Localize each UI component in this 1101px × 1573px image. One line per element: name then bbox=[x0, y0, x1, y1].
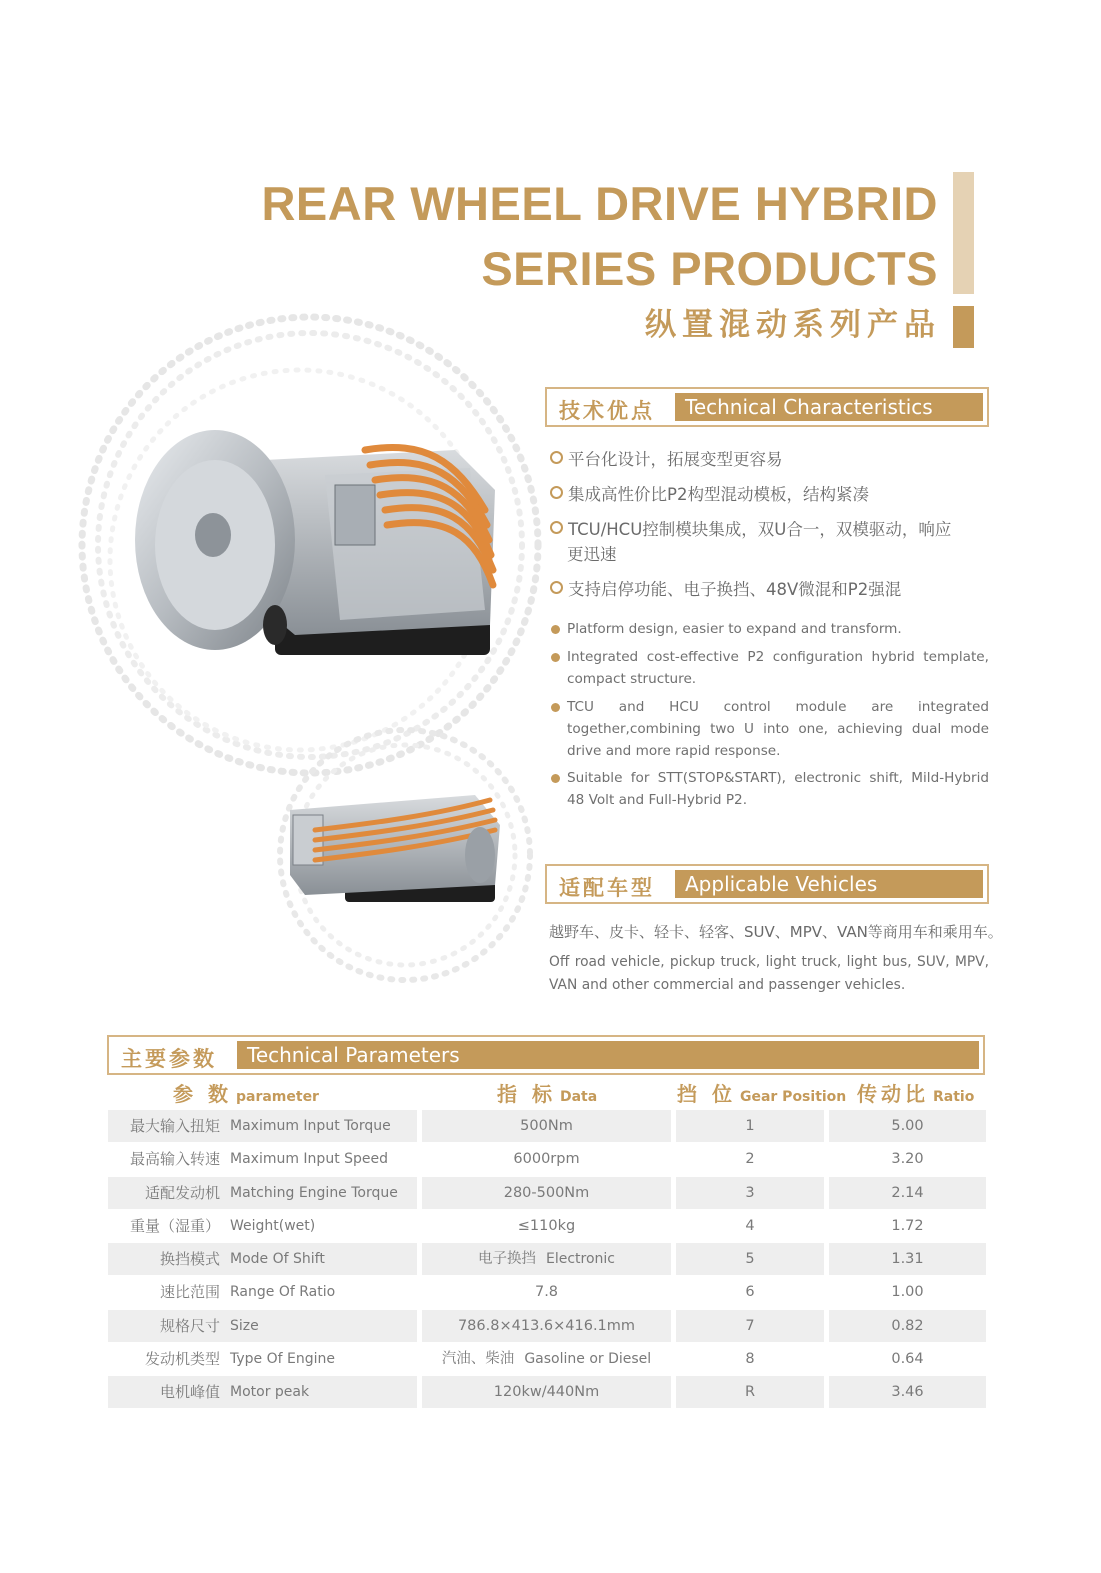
feature-cn-3: TCU/HCU控制模块集成，双U合一，双模驱动，响应 bbox=[550, 516, 951, 540]
data-value: ≤110kg bbox=[517, 1217, 576, 1234]
data-cell bbox=[422, 1177, 671, 1209]
col-header-ratio: 传动比 Ratio bbox=[857, 1082, 975, 1106]
parameter-cell bbox=[108, 1210, 417, 1242]
table-row bbox=[108, 1343, 986, 1375]
dot-bullet-icon bbox=[551, 774, 560, 783]
parameter-cn: 速比范围 bbox=[159, 1283, 220, 1302]
parameter-en: Weight(wet) bbox=[230, 1217, 316, 1234]
ratio-cell: 0.82 bbox=[829, 1310, 986, 1342]
data-cell bbox=[422, 1143, 671, 1175]
col-header-parameter: 参 数 parameter bbox=[173, 1082, 319, 1106]
tech-characteristics-header bbox=[545, 387, 989, 427]
data-cell bbox=[422, 1276, 671, 1308]
ratio-cell: 3.20 bbox=[891, 1151, 924, 1168]
table-row bbox=[108, 1110, 986, 1142]
col-header-data: 指 标 Data bbox=[497, 1082, 598, 1106]
col-header-gear-position: 挡 位 Gear Position bbox=[677, 1082, 847, 1106]
parameter-cell bbox=[108, 1376, 417, 1408]
data-cell bbox=[422, 1376, 671, 1408]
parameter-cn: 换挡模式 bbox=[159, 1250, 220, 1268]
data-value: 7.8 bbox=[534, 1284, 559, 1301]
data-value: 786.8×413.6×416.1mm bbox=[457, 1317, 636, 1334]
data-value: 电子换挡 bbox=[477, 1251, 536, 1267]
parameter-en: Maximum Input Speed bbox=[230, 1151, 389, 1168]
feature-cn-4: 支持启停功能、电子换挡、48V微混和P2强混 bbox=[550, 576, 901, 600]
data-cell bbox=[422, 1243, 671, 1275]
data-cell bbox=[422, 1343, 671, 1375]
parameter-cell bbox=[108, 1143, 417, 1175]
parameter-cell bbox=[108, 1310, 417, 1342]
gear-position-cell: 3 bbox=[676, 1177, 824, 1209]
ring-bullet-icon bbox=[550, 581, 563, 594]
table-row bbox=[108, 1376, 986, 1408]
dot-bullet-icon bbox=[551, 625, 560, 634]
data-cell bbox=[422, 1110, 671, 1142]
ring-bullet-icon bbox=[550, 521, 563, 534]
parameter-cn: 重量（湿重） bbox=[129, 1216, 220, 1235]
ring-bullet-icon bbox=[550, 486, 563, 499]
parameter-cn: 最大输入扭矩 bbox=[129, 1117, 220, 1135]
dot-bullet-icon bbox=[551, 703, 560, 712]
gear-position-cell: 8 bbox=[745, 1350, 755, 1367]
gear-position-cell: 4 bbox=[745, 1217, 755, 1234]
ratio-cell: 1.00 bbox=[891, 1284, 924, 1301]
hybrid-transmission-image bbox=[125, 420, 505, 670]
parameter-cell bbox=[108, 1243, 417, 1275]
applicable-vehicles-cn-text: 越野车、皮卡、轻卡、轻客、SUV、MPV、VAN等商用车和乘用车。 bbox=[549, 923, 1003, 941]
applicable-vehicles-header bbox=[545, 864, 989, 904]
parameter-cn: 适配发动机 bbox=[144, 1183, 220, 1202]
parameter-cell bbox=[108, 1177, 417, 1209]
parameter-en: Mode Of Shift bbox=[230, 1251, 325, 1267]
ratio-cell: 3.46 bbox=[829, 1376, 986, 1408]
ratio-cell: 1.31 bbox=[829, 1243, 986, 1275]
feature-cn-3-cont: 更迅速 bbox=[567, 545, 617, 564]
table-row bbox=[108, 1143, 986, 1175]
ratio-cell: 2.14 bbox=[829, 1177, 986, 1209]
parameter-cell bbox=[108, 1343, 417, 1375]
parameter-cn: 规格尺寸 bbox=[159, 1316, 220, 1335]
gear-position-cell: R bbox=[676, 1376, 824, 1408]
data-sub-value: Gasoline or Diesel bbox=[524, 1350, 652, 1367]
parameter-cell bbox=[108, 1276, 417, 1308]
parameter-en: Maximum Input Torque bbox=[230, 1118, 391, 1134]
table-row bbox=[108, 1243, 986, 1275]
feature-en-1: Platform design, easier to expand and transform. bbox=[551, 618, 989, 640]
ratio-cell: 1.72 bbox=[891, 1217, 924, 1234]
table-row bbox=[108, 1177, 986, 1209]
parameter-cn: 发动机类型 bbox=[144, 1349, 220, 1368]
title-accent-bar-dark bbox=[953, 306, 974, 348]
parameter-en: Size bbox=[230, 1317, 259, 1334]
parameter-cn: 电机峰值 bbox=[159, 1383, 220, 1401]
parameter-en: Type Of Engine bbox=[230, 1350, 335, 1367]
table-row bbox=[108, 1210, 986, 1242]
parameter-en: Range Of Ratio bbox=[230, 1284, 336, 1301]
table-row bbox=[108, 1310, 986, 1342]
gear-position-cell: 6 bbox=[745, 1284, 755, 1301]
data-value: 汽油、柴油 bbox=[441, 1350, 515, 1367]
feature-cn-1: 平台化设计，拓展变型更容易 bbox=[550, 446, 783, 470]
data-value: 500Nm bbox=[520, 1118, 573, 1134]
tech-characteristics-en: Technical Characteristics bbox=[675, 393, 983, 421]
gear-position-cell: 7 bbox=[676, 1310, 824, 1342]
data-sub-value: Electronic bbox=[545, 1251, 615, 1267]
feature-en-4: Suitable for STT(STOP&START), electronic shift, Mild-Hybrid 48 Volt and Full-Hybrid P2. bbox=[551, 767, 989, 811]
feature-cn-2: 集成高性价比P2构型混动模板，结构紧凑 bbox=[550, 481, 869, 505]
parameter-en: Matching Engine Torque bbox=[230, 1184, 398, 1201]
technical-parameters-en: Technical Parameters bbox=[237, 1041, 979, 1069]
page-title-line-2: SERIES PRODUCTS bbox=[481, 242, 938, 295]
data-cell bbox=[422, 1210, 671, 1242]
feature-en-3: TCU and HCU control module are integrated together,combining two U into one, achieving dual mode drive and more rapid response. bbox=[551, 696, 989, 762]
applicable-vehicles-en-text: Off road vehicle, pickup truck, light truck, light bus, SUV, MPV, VAN and other commercial and passenger vehicles. bbox=[549, 954, 989, 993]
gear-position-cell: 1 bbox=[676, 1110, 824, 1142]
parameter-cell bbox=[108, 1110, 417, 1142]
ratio-cell: 0.64 bbox=[891, 1350, 924, 1367]
gear-position-cell: 2 bbox=[745, 1151, 755, 1168]
ring-bullet-icon bbox=[550, 451, 563, 464]
parameter-cn: 最高输入转速 bbox=[129, 1150, 220, 1169]
data-value: 120kw/440Nm bbox=[493, 1384, 600, 1400]
data-cell bbox=[422, 1310, 671, 1342]
data-value: 280-500Nm bbox=[503, 1184, 590, 1201]
data-value: 6000rpm bbox=[513, 1151, 580, 1168]
table-row bbox=[108, 1276, 986, 1308]
technical-parameters-header bbox=[107, 1035, 985, 1075]
ratio-cell: 5.00 bbox=[829, 1110, 986, 1142]
tech-characteristics-cn: 技术优点 bbox=[559, 399, 655, 423]
applicable-vehicles-cn: 适配车型 bbox=[559, 876, 655, 900]
parameter-en: Motor peak bbox=[230, 1384, 310, 1400]
feature-en-2: Integrated cost-effective P2 configuration hybrid template, compact structure. bbox=[551, 646, 989, 690]
dot-bullet-icon bbox=[551, 653, 560, 662]
hybrid-transmission-side-image bbox=[285, 785, 510, 910]
applicable-vehicles-en: Applicable Vehicles bbox=[675, 870, 983, 898]
page-title-cn: 纵置混动系列产品 bbox=[645, 307, 941, 343]
title-accent-bar bbox=[953, 172, 974, 294]
technical-parameters-cn: 主要参数 bbox=[121, 1047, 217, 1071]
page-title-line-1: REAR WHEEL DRIVE HYBRID bbox=[261, 177, 938, 230]
gear-position-cell: 5 bbox=[676, 1243, 824, 1275]
